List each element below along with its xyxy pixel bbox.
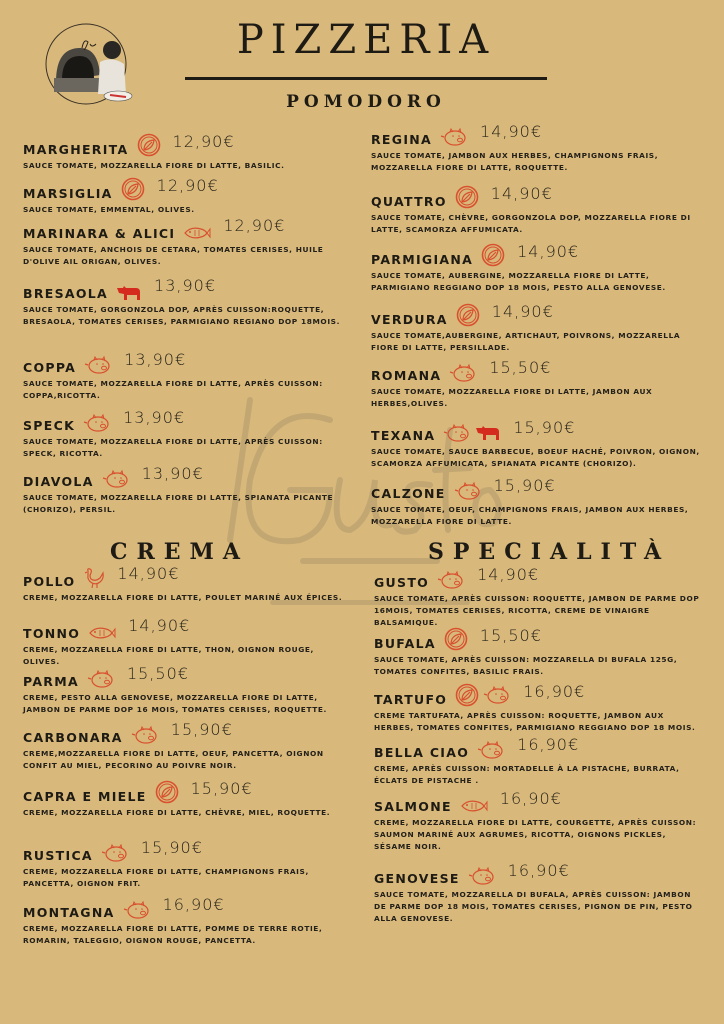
pizza-name: CAPRA E MIELE bbox=[23, 789, 147, 804]
pizza-price: 15,90€ bbox=[190, 779, 253, 798]
pizza-description: CREME, MOZZARELLA FIORE DI LATTE, POULET MARINÉ AUX ÉPICES. bbox=[23, 593, 343, 602]
menu-item-header bbox=[371, 476, 721, 501]
menu-item-header bbox=[23, 133, 373, 157]
ingredient-icons bbox=[101, 843, 129, 863]
basil-icon bbox=[455, 683, 479, 707]
menu-item bbox=[371, 476, 721, 528]
pizza-name: BRESAOLA bbox=[23, 286, 109, 301]
section-title-crema: CREMA bbox=[110, 539, 249, 565]
pizza-price: 15,50€ bbox=[126, 664, 189, 683]
pizza-name: PARMA bbox=[23, 674, 79, 689]
pizza-name: SPECK bbox=[23, 418, 76, 433]
menu-item bbox=[23, 895, 373, 947]
pizza-name: TEXANA bbox=[371, 428, 436, 443]
pizza-name: DIAVOLA bbox=[23, 474, 94, 489]
ingredient-icons bbox=[460, 798, 488, 814]
ingredient-icons bbox=[455, 683, 511, 707]
menu-item-header bbox=[23, 177, 373, 201]
menu-item bbox=[23, 350, 373, 402]
ingredient-icons bbox=[456, 303, 480, 327]
pizza-description: CREME, PESTO ALLA GENOVESE, MOZZARELLA FIORE DI LATTE, JAMBON DE PARME DOP 16 MOIS, TOMATES CERISES, ROQUETTE. bbox=[23, 693, 327, 714]
pizza-price: 16,90€ bbox=[499, 789, 562, 808]
pizza-description: CREME, APRÈS CUISSON: MORTADELLE À LA PISTACHE, BURRATA, ÉCLATS DE PISTACHE . bbox=[374, 764, 680, 785]
menu-item-header bbox=[23, 408, 373, 433]
menu-item bbox=[371, 418, 721, 470]
menu-item-header bbox=[371, 358, 721, 383]
menu-item-header bbox=[23, 780, 373, 804]
pizza-name: BELLA CIAO bbox=[374, 745, 470, 760]
pizza-description: CREME,MOZZARELLA FIORE DI LATTE, OEUF, PANCETTA, OIGNON CONFIT AU MIEL, PECORINO AU POIVRE NOIR. bbox=[23, 749, 324, 770]
menu-item bbox=[23, 664, 373, 716]
cow-icon bbox=[475, 425, 501, 441]
ingredient-icons bbox=[477, 740, 505, 760]
menu-item-header bbox=[374, 627, 724, 651]
basil-icon bbox=[456, 303, 480, 327]
pizza-price: 16,90€ bbox=[162, 895, 225, 914]
menu-item bbox=[23, 408, 373, 460]
pizza-price: 15,90€ bbox=[170, 720, 233, 739]
pig-icon bbox=[123, 900, 151, 920]
pizza-price: 14,90€ bbox=[117, 564, 180, 583]
menu-item bbox=[23, 177, 373, 216]
menu-item-header bbox=[371, 303, 721, 327]
pizza-price: 14,90€ bbox=[477, 565, 540, 584]
menu-item-header bbox=[23, 350, 373, 375]
pizza-price: 13,90€ bbox=[124, 350, 187, 369]
pig-icon bbox=[440, 127, 468, 147]
ingredient-icons bbox=[183, 225, 211, 241]
menu-item bbox=[23, 838, 373, 890]
title-divider bbox=[185, 77, 547, 80]
basil-icon bbox=[444, 627, 468, 651]
pig-icon bbox=[454, 481, 482, 501]
menu-item bbox=[374, 789, 724, 853]
pizza-price: 14,90€ bbox=[517, 242, 580, 261]
basil-icon bbox=[455, 185, 479, 209]
pizza-name: PARMIGIANA bbox=[371, 252, 474, 267]
menu-item bbox=[371, 358, 721, 410]
menu-item bbox=[23, 720, 373, 772]
ingredient-icons bbox=[444, 627, 468, 651]
ingredient-icons bbox=[454, 481, 482, 501]
menu-item-header bbox=[371, 122, 721, 147]
pizza-description: SAUCE TOMATE,AUBERGINE, ARTICHAUT, POIVRONS, MOZZARELLA FIORE DI LATTE, PERSILLADE. bbox=[371, 331, 681, 352]
ingredient-icons bbox=[121, 177, 145, 201]
pizza-price: 15,50€ bbox=[479, 626, 542, 645]
pizza-description: SAUCE TOMATE, APRÈS CUISSON: ROQUETTE, JAMBON DE PARME DOP 16MOIS, TOMATES CERISES, RICOTTA, CREME DE VINAIGRE BALSAMIQUE. bbox=[374, 594, 700, 627]
pizza-price: 13,90€ bbox=[141, 464, 204, 483]
menu-item-header bbox=[23, 564, 373, 589]
pizza-name: CARBONARA bbox=[23, 730, 123, 745]
menu-item-header bbox=[371, 418, 721, 443]
menu-item-header bbox=[371, 243, 721, 267]
pizza-name: REGINA bbox=[371, 132, 433, 147]
pizza-price: 12,90€ bbox=[172, 132, 235, 151]
pizza-description: CREME, MOZZARELLA FIORE DI LATTE, THON, OIGNON ROUGE, OLIVES. bbox=[23, 645, 314, 666]
pizza-price: 15,90€ bbox=[493, 476, 556, 495]
menu-item bbox=[23, 133, 373, 172]
ingredient-icons bbox=[83, 413, 111, 433]
ingredient-icons bbox=[83, 567, 105, 589]
menu-item bbox=[23, 276, 373, 328]
pig-icon bbox=[443, 423, 471, 443]
pizza-price: 13,90€ bbox=[154, 276, 217, 295]
ingredient-icons bbox=[481, 243, 505, 267]
pizza-price: 16,90€ bbox=[507, 861, 570, 880]
pig-icon bbox=[477, 740, 505, 760]
pizza-description: SAUCE TOMATE, SAUCE BARBECUE, BOEUF HACHÉ, POIVRON, OIGNON, SCAMORZA AFFUMICATA, SPIANATA PICANTE (CHORIZO). bbox=[371, 447, 700, 468]
menu-item bbox=[371, 243, 721, 294]
basil-icon bbox=[155, 780, 179, 804]
pizza-price: 15,90€ bbox=[140, 838, 203, 857]
ingredient-icons bbox=[123, 900, 151, 920]
pizza-price: 12,90€ bbox=[223, 216, 286, 235]
menu-item-header bbox=[374, 861, 724, 886]
menu-item bbox=[23, 464, 373, 516]
pig-icon bbox=[437, 570, 465, 590]
pizza-description: SAUCE TOMATE, OEUF, CHAMPIGNONS FRAIS, JAMBON AUX HERBES, MOZZARELLA FIORE DI LATTE. bbox=[371, 505, 689, 526]
pizza-description: SAUCE TOMATE, MOZZARELLA FIORE DI LATTE, APRÈS CUISSON: SPECK, RICOTTA. bbox=[23, 437, 323, 458]
menu-item-header bbox=[23, 216, 373, 241]
menu-item-header bbox=[374, 735, 724, 760]
ingredient-icons bbox=[102, 469, 130, 489]
pig-icon bbox=[468, 866, 496, 886]
pizza-price: 16,90€ bbox=[523, 682, 586, 701]
pizza-price: 15,50€ bbox=[489, 358, 552, 377]
pig-icon bbox=[449, 363, 477, 383]
menu-item bbox=[374, 861, 724, 925]
pizza-name: GUSTO bbox=[374, 575, 430, 590]
ingredient-icons bbox=[116, 285, 142, 301]
menu-item-header bbox=[23, 720, 373, 745]
fish-icon bbox=[88, 625, 116, 641]
pizza-description: SAUCE TOMATE, GORGONZOLA DOP, APRÈS CUISSON:ROQUETTE, BRESAOLA, TOMATES CERISES, PARMIGIANO REGIANO DOP 18MOIS. bbox=[23, 305, 340, 326]
menu-item bbox=[371, 122, 721, 174]
pizza-name: CALZONE bbox=[371, 486, 446, 501]
menu-item bbox=[371, 185, 721, 236]
ingredient-icons bbox=[137, 133, 161, 157]
ingredient-icons bbox=[88, 625, 116, 641]
pizza-price: 13,90€ bbox=[123, 408, 186, 427]
pizza-description: CREME, MOZZARELLA FIORE DI LATTE, POMME DE TERRE ROTIE, ROMARIN, TALEGGIO, OIGNON ROUGE, PANCETTA. bbox=[23, 924, 323, 945]
menu-item-header bbox=[371, 185, 721, 209]
pizza-name: RUSTICA bbox=[23, 848, 93, 863]
ingredient-icons bbox=[443, 423, 501, 443]
pizza-description: SAUCE TOMATE, APRÈS CUISSON: MOZZARELLA DI BUFALA 125G, TOMATES CONFITES, BASILIC FRAIS. bbox=[374, 655, 678, 676]
pizza-description: SAUCE TOMATE, MOZZARELLA DI BUFALA, APRÈS CUISSON: JAMBON DE PARME DOP 18 MOIS, TOMATES CERISES, PIGNON DE PIN, PESTO ALLA GENOVESE. bbox=[374, 890, 693, 923]
pizza-name: QUATTRO bbox=[371, 194, 447, 209]
pig-icon bbox=[83, 413, 111, 433]
pizza-description: SAUCE TOMATE, AUBERGINE, MOZZARELLA FIORE DI LATTE, PARMIGIANO REGGIANO DOP 18 MOIS, PESTO ALLA GENOVESE. bbox=[371, 271, 666, 292]
ingredient-icons bbox=[440, 127, 468, 147]
basil-icon bbox=[481, 243, 505, 267]
page-title: PIZZERIA bbox=[236, 17, 496, 63]
pig-icon bbox=[131, 725, 159, 745]
menu-item-header bbox=[23, 838, 373, 863]
ingredient-icons bbox=[87, 669, 115, 689]
pizza-name: ROMANA bbox=[371, 368, 442, 383]
pizza-description: CREME, MOZZARELLA FIORE DI LATTE, CHAMPIGNONS FRAIS, PANCETTA, OIGNON FRIT. bbox=[23, 867, 309, 888]
pizza-name: MONTAGNA bbox=[23, 905, 115, 920]
menu-item-header bbox=[23, 664, 373, 689]
cow-icon bbox=[116, 285, 142, 301]
pig-icon bbox=[84, 355, 112, 375]
pizza-name: COPPA bbox=[23, 360, 77, 375]
pizza-description: CREME TARTUFATA, APRÈS CUISSON: ROQUETTE, JAMBON AUX HERBES, TOMATES CONFITES, PARMIGIANO REGGIANO DOP 18 MOIS. bbox=[374, 711, 696, 732]
pizza-name: MARINARA & ALICI bbox=[23, 226, 176, 241]
menu-item-header bbox=[374, 683, 724, 707]
pizza-description: SAUCE TOMATE, MOZZARELLA FIORE DI LATTE, JAMBON AUX HERBES,OLIVES. bbox=[371, 387, 653, 408]
pizza-name: MARGHERITA bbox=[23, 142, 129, 157]
pizza-description: CREME, MOZZARELLA FIORE DI LATTE, COURGETTE, APRÈS CUISSON: SAUMON MARINÉ AUX AGRUMES, RICOTTA, OIGNONS PICKLES, SÉSAME NOIR. bbox=[374, 818, 697, 851]
menu-item bbox=[374, 565, 724, 629]
pig-icon bbox=[483, 685, 511, 705]
menu-item-header bbox=[23, 464, 373, 489]
ingredient-icons bbox=[455, 185, 479, 209]
pizza-price: 14,90€ bbox=[128, 616, 191, 635]
chicken-icon bbox=[83, 567, 105, 589]
pig-icon bbox=[87, 669, 115, 689]
menu-item-header bbox=[23, 276, 373, 301]
ingredient-icons bbox=[84, 355, 112, 375]
pizza-price: 14,90€ bbox=[491, 302, 554, 321]
pizza-name: GENOVESE bbox=[374, 871, 460, 886]
ingredient-icons bbox=[437, 570, 465, 590]
pizza-description: SAUCE TOMATE, MOZZARELLA FIORE DI LATTE, BASILIC. bbox=[23, 161, 285, 170]
pig-icon bbox=[102, 469, 130, 489]
pizza-description: SAUCE TOMATE, MOZZARELLA FIORE DI LATTE, SPIANATA PICANTE (CHORIZO), PERSIL. bbox=[23, 493, 334, 514]
pizza-description: SAUCE TOMATE, MOZZARELLA FIORE DI LATTE, APRÈS CUISSON: COPPA,RICOTTA. bbox=[23, 379, 323, 400]
menu-item bbox=[374, 735, 724, 787]
pizza-name: SALMONE bbox=[374, 799, 452, 814]
basil-icon bbox=[121, 177, 145, 201]
pizza-description: CREME, MOZZARELLA FIORE DI LATTE, CHÈVRE, MIEL, ROQUETTE. bbox=[23, 808, 331, 817]
pizza-price: 16,90€ bbox=[517, 735, 580, 754]
menu-item bbox=[371, 303, 721, 354]
menu-item bbox=[23, 616, 373, 668]
menu-item bbox=[23, 216, 373, 268]
menu-item bbox=[374, 627, 724, 678]
pizza-price: 14,90€ bbox=[480, 122, 542, 141]
ingredient-icons bbox=[468, 866, 496, 886]
pizza-name: VERDURA bbox=[371, 312, 448, 327]
menu-item bbox=[374, 683, 724, 734]
ingredient-icons bbox=[449, 363, 477, 383]
pizza-name: POLLO bbox=[23, 574, 76, 589]
pizza-name: TARTUFO bbox=[374, 692, 448, 707]
pizza-name: MARSIGLIA bbox=[23, 186, 113, 201]
pizza-description: SAUCE TOMATE, CHÈVRE, GORGONZOLA DOP, MOZZARELLA FIORE DI LATTE, SCAMORZA AFFUMICATA. bbox=[371, 213, 691, 234]
pizza-description: SAUCE TOMATE, ANCHOIS DE CETARA, TOMATES CERISES, HUILE D'OLIVE AIL ORIGAN, OLIVES. bbox=[23, 245, 324, 266]
basil-icon bbox=[137, 133, 161, 157]
pizza-description: SAUCE TOMATE, EMMENTAL, OLIVES. bbox=[23, 205, 195, 214]
pizza-price: 12,90€ bbox=[156, 176, 219, 195]
menu-item-header bbox=[23, 616, 373, 641]
menu-item bbox=[23, 780, 373, 819]
page-subtitle: POMODORO bbox=[286, 92, 446, 112]
menu-item bbox=[23, 564, 373, 604]
pizza-name: TONNO bbox=[23, 626, 81, 641]
fish-icon bbox=[460, 798, 488, 814]
section-title-specialita: SPECIALITÀ bbox=[428, 539, 671, 565]
pig-icon bbox=[101, 843, 129, 863]
ingredient-icons bbox=[131, 725, 159, 745]
pizza-name: BUFALA bbox=[374, 636, 436, 651]
pizza-price: 14,90€ bbox=[490, 184, 553, 203]
pizza-price: 15,90€ bbox=[513, 418, 576, 437]
pizza-description: SAUCE TOMATE, JAMBON AUX HERBES, CHAMPIGNONS FRAIS, MOZZARELLA FIORE DI LATTE, ROQUETTE. bbox=[371, 151, 659, 172]
pizzeria-logo bbox=[38, 20, 142, 108]
fish-icon bbox=[183, 225, 211, 241]
menu-item-header bbox=[23, 895, 373, 920]
menu-item-header bbox=[374, 789, 724, 814]
menu-item-header bbox=[374, 565, 724, 590]
ingredient-icons bbox=[155, 780, 179, 804]
